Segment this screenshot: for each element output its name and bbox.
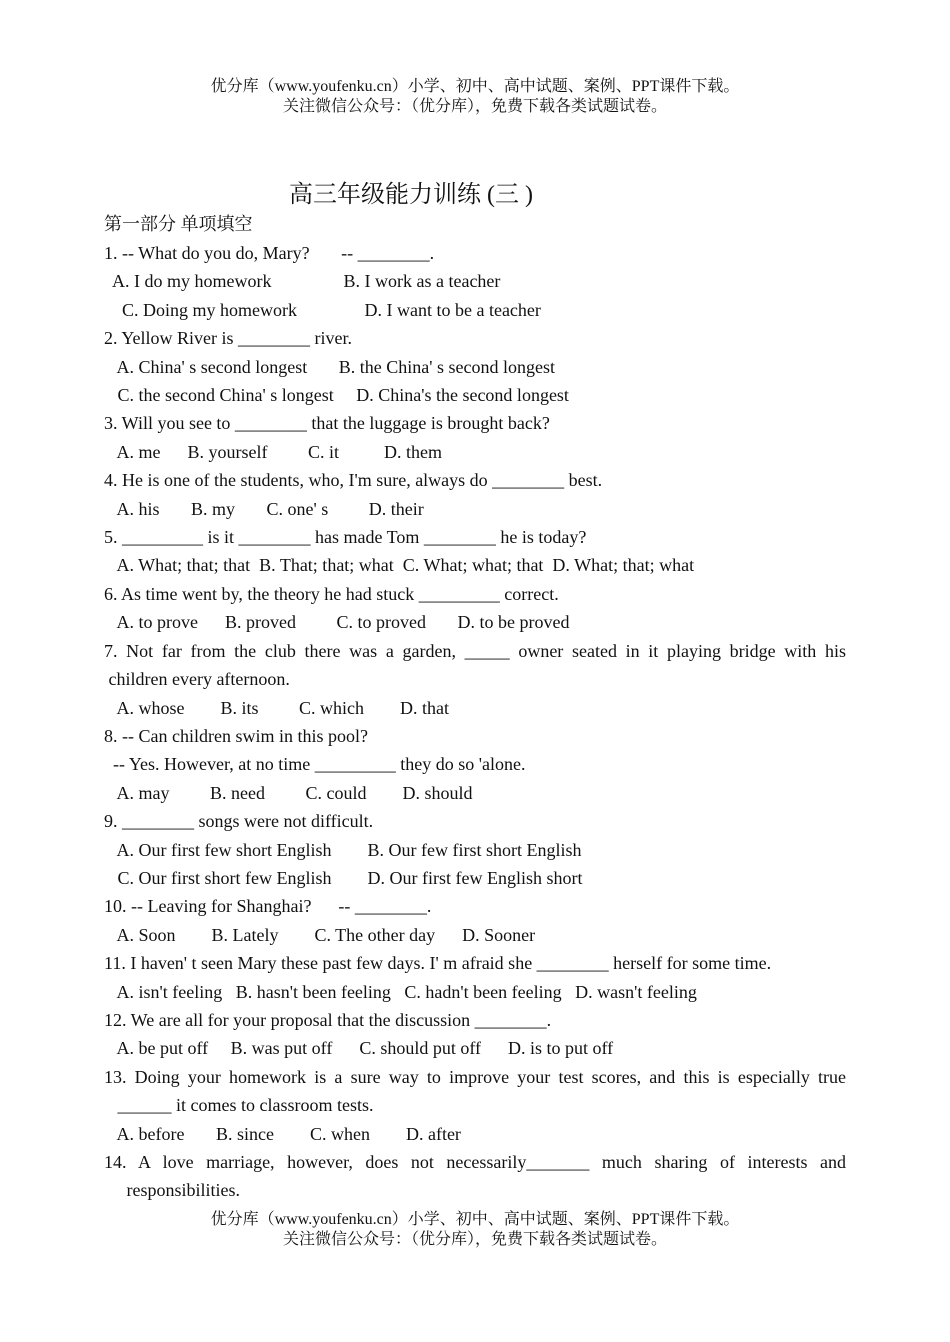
question-item xyxy=(104,409,846,466)
question-stem-continuation: children every afternoon. xyxy=(104,669,290,690)
question-stem-continuation: ______ it comes to classroom tests. xyxy=(104,1095,374,1116)
question-item xyxy=(104,949,846,1006)
question-stem: 13. Doing your homework is a sure way to improve your test scores, and this is especially true xyxy=(104,1066,846,1087)
answer-options-line: C. the second China' s longest D. China's the second longest xyxy=(104,385,569,406)
question-stem: 10. -- Leaving for Shanghai? -- ________. xyxy=(104,896,432,917)
header-line-1: 优分库（www.youfenku.cn）小学、初中、高中试题、案例、PPT课件下载。 xyxy=(210,78,740,95)
answer-options-line: A. China' s second longest B. the China' s second longest xyxy=(104,356,555,377)
page-footer xyxy=(0,1210,950,1250)
question-stem: 11. I haven' t seen Mary these past few days. I' m afraid she ________ herself for some time. xyxy=(104,953,772,974)
question-item xyxy=(104,637,846,722)
question-stem: 9. ________ songs were not difficult. xyxy=(104,811,374,832)
answer-options-line: A. may B. need C. could D. should xyxy=(104,782,473,803)
question-stem: 12. We are all for your proposal that the discussion ________. xyxy=(104,1009,552,1030)
page-header xyxy=(0,77,950,117)
header-line-2: 关注微信公众号：（优分库），免费下载各类试题试卷。 xyxy=(282,98,667,115)
answer-options-line: A. isn't feeling B. hasn't been feeling C. hadn't been feeling D. wasn't feeling xyxy=(104,981,697,1002)
question-stem-continuation: responsibilities. xyxy=(104,1180,240,1201)
section-heading: 第一部分 单项填空 xyxy=(104,214,253,234)
question-item xyxy=(104,324,846,409)
question-item xyxy=(104,1006,846,1063)
question-stem: 7. Not far from the club there was a garden, _____ owner seated in it playing bridge with his xyxy=(104,640,846,661)
answer-options-line: C. Doing my homework D. I want to be a teacher xyxy=(104,299,541,320)
footer-line-1: 优分库（www.youfenku.cn）小学、初中、高中试题、案例、PPT课件下载。 xyxy=(210,1211,740,1228)
question-item xyxy=(104,807,846,892)
question-stem: 3. Will you see to ________ that the luggage is brought back? xyxy=(104,413,550,434)
answer-options-line: C. Our first short few English D. Our first few English short xyxy=(104,867,583,888)
question-item xyxy=(104,523,846,580)
footer-line-2: 关注微信公众号：（优分库），免费下载各类试题试卷。 xyxy=(282,1231,667,1248)
question-stem: 8. -- Can children swim in this pool? xyxy=(104,725,368,746)
question-stem: 6. As time went by, the theory he had stuck _________ correct. xyxy=(104,583,559,604)
question-item xyxy=(104,1148,846,1205)
answer-options-line: A. I do my homework B. I work as a teacher xyxy=(104,271,501,292)
question-item xyxy=(104,239,846,324)
question-stem: 14. A love marriage, however, does not necessarily_______ much sharing of interests and xyxy=(104,1152,846,1172)
question-item xyxy=(104,1063,846,1148)
answer-options-line: A. to prove B. proved C. to proved D. to be proved xyxy=(104,612,570,633)
question-stem: 1. -- What do you do, Mary? -- ________. xyxy=(104,243,435,263)
answer-options-line: A. be put off B. was put off C. should put off D. is to put off xyxy=(104,1038,614,1059)
question-stem: 4. He is one of the students, who, I'm sure, always do ________ best. xyxy=(104,470,603,491)
question-stem: 2. Yellow River is ________ river. xyxy=(104,328,353,349)
answer-options-line: A. his B. my C. one' s D. their xyxy=(104,498,424,519)
question-list xyxy=(104,239,846,1205)
question-item xyxy=(104,580,846,637)
question-item xyxy=(104,722,846,807)
question-item xyxy=(104,892,846,949)
answer-options-line: A. Soon B. Lately C. The other day D. Sooner xyxy=(104,924,536,945)
answer-options-line: A. me B. yourself C. it D. them xyxy=(104,441,442,462)
question-item xyxy=(104,466,846,523)
answer-options-line: A. What; that; that B. That; that; what C. What; what; that D. What; that; what xyxy=(104,555,695,576)
answer-options-line: A. whose B. its C. which D. that xyxy=(104,697,449,718)
answer-options-line: A. before B. since C. when D. after xyxy=(104,1123,461,1144)
question-stem-continuation: -- Yes. However, at no time _________ they do so 'alone. xyxy=(104,754,526,775)
question-stem: 5. _________ is it ________ has made Tom ________ he is today? xyxy=(104,527,587,548)
answer-options-line: A. Our first few short English B. Our few first short English xyxy=(104,839,582,860)
page-title: 高三年级能力训练 (三 ) xyxy=(289,182,533,208)
